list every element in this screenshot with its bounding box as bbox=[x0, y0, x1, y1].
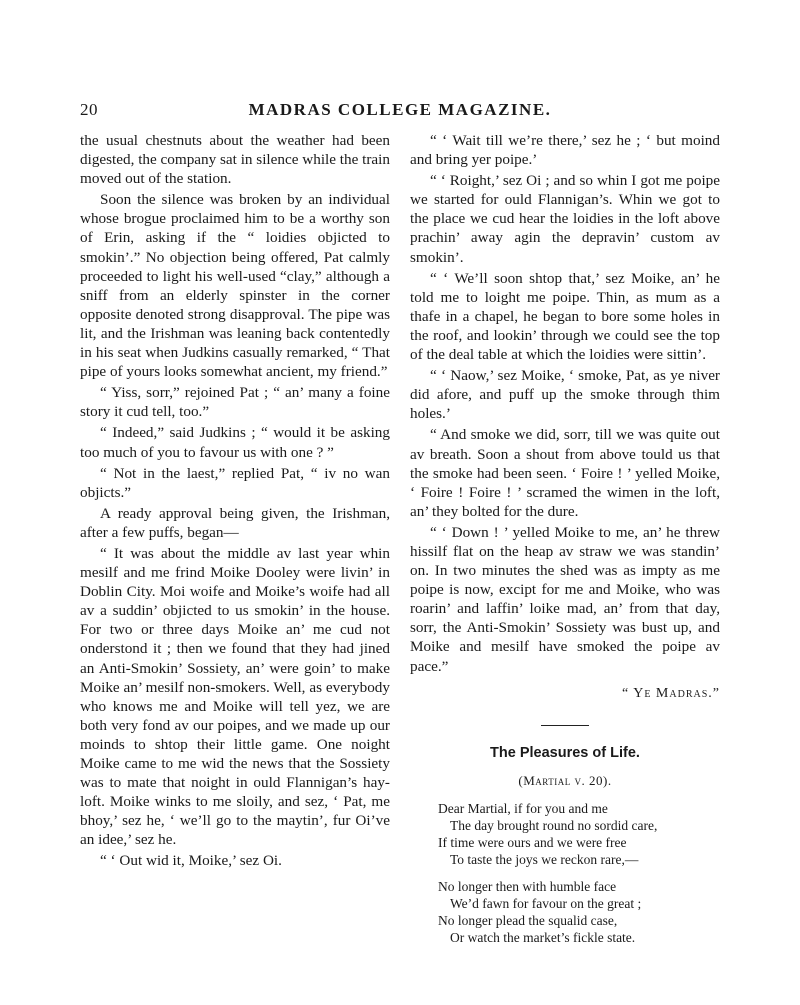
left-column bbox=[80, 131, 390, 873]
paragraph: “ And smoke we did, sorr, till we was quite out av breath. Soon a shout from above tould us that the smoke had been seen. ‘ Foire ! ’ yelled Moike, ‘ Foire ! Foire ! ’ scramed the wimen in the loft, an’ they bolted for the dure. bbox=[410, 426, 720, 520]
paragraph: the usual chestnuts about the weather had been digested, the company sat in silence while the train moved out of the station. bbox=[80, 132, 390, 188]
poem-line: No longer then with humble face bbox=[438, 878, 617, 894]
poem-line: If time were ours and we were free bbox=[438, 834, 627, 850]
paragraph: “ ‘ Wait till we’re there,’ sez he ; ‘ but moind and bring yer poipe.’ bbox=[410, 132, 720, 169]
running-head-title: MADRAS COLLEGE MAGAZINE. bbox=[248, 100, 552, 119]
paragraph: “ Yiss, sorr,” rejoined Pat ; “ an’ many a foine story it cud tell, too.” bbox=[80, 384, 390, 421]
poem-subtitle: (Martial v. 20). bbox=[518, 772, 612, 788]
poem-line: The day brought round no sordid care, bbox=[450, 817, 658, 833]
paragraph: “ It was about the middle av last year whin mesilf and me frind Moike Dooley were livin’ in Doblin City. Moi woife and Moike’s woife had all av a suddin’ objicted to us smokin’ in the house. For two or three days Moike an’ me cud not onderstond it ; then we found that they had jined an Anti-Smokin’ Sossiety, an’ were goin’ to make Moike an’ mesilf non-smokers. Well, as everybody who knows me and Moike will tell yez, we are both very fond av our poipes, and we made up our moinds to shtop their little game. One noight Moike came to me wid the news that the Sossiety was to mate that noight in ould Flannigan’s hay-loft. Moike winks to me sloily, and sez, ‘ Pat, me bhoy,’ sez he, ‘ we’ll go to the maytin’, fur Oi’ve an idee,’ sez he. bbox=[80, 544, 390, 849]
right-column bbox=[410, 131, 720, 956]
poem-line: We’d fawn for favour on the great ; bbox=[450, 895, 642, 911]
paragraph: “ ‘ Naow,’ sez Moike, ‘ smoke, Pat, as ye niver did afore, and puff up the smoke through thim holes.’ bbox=[410, 367, 720, 423]
page-number: 20 bbox=[80, 100, 98, 119]
poem-line: Or watch the market’s fickle state. bbox=[450, 929, 636, 945]
author-signature: “ Ye Madras.” bbox=[622, 685, 720, 701]
paragraph: “ ‘ Out wid it, Moike,’ sez Oi. bbox=[100, 852, 282, 870]
poem-line: No longer plead the squalid case, bbox=[438, 912, 618, 928]
poem-stanza bbox=[410, 878, 720, 946]
paragraph: “ ‘ Roight,’ sez Oi ; and so whin I got me poipe we started for ould Flannigan’s. Whin we got to the place we cud hear the loidies in the loft above prachin’ away agin the depravin’ custom av smokin’. bbox=[410, 172, 720, 266]
section-divider bbox=[541, 725, 589, 726]
page-header bbox=[80, 100, 720, 122]
poem-line: Dear Martial, if for you and me bbox=[438, 800, 608, 816]
paragraph: “ ‘ We’ll soon shtop that,’ sez Moike, an’ he told me to loight me poipe. Thin, as mum as a thafe in a chapel, he began to bore some holes in the roof, and lookin’ through we could see the top of the deal table at which the loidies were sittin’. bbox=[410, 269, 720, 364]
poem-line: To taste the joys we reckon rare,— bbox=[450, 851, 639, 867]
poem-stanza bbox=[410, 800, 720, 868]
paragraph: “ Not in the laest,” replied Pat, “ iv no wan objicts.” bbox=[80, 464, 390, 501]
paragraph: “ ‘ Down ! ’ yelled Moike to me, an’ he threw hissilf flat on the heap av straw we was standin’ on. In two minutes the shed was as impty as me poipe is now, excipt for me and Moike, who was roarin’ and laffin’ loike mad, an’ from that day, sorr, the Anti-Smokin’ Sossiety was bust up, and Moike and mesilf have smoked the poipe av pace.” bbox=[410, 523, 720, 675]
paragraph: “ Indeed,” said Judkins ; “ would it be asking too much of you to favour us with one ? ” bbox=[80, 424, 390, 461]
paragraph: Soon the silence was broken by an individual whose brogue proclaimed him to be a worthy son of Erin, asking if the “ loidies objicted to smokin’.” No objection being offered, Pat calmly proceeded to light his well-used “clay,” although a sniff from an elderly spinster in the corner opposite denoted strong disapproval. The pipe was lit, and the Irishman was leaning back contentedly in his seat when Judkins casually remarked, “ That pipe of yours looks somewhat ancient, my friend.” bbox=[80, 191, 390, 381]
paragraph: A ready approval being given, the Irishman, after a few puffs, began— bbox=[80, 504, 390, 541]
poem-title: The Pleasures of Life. bbox=[490, 744, 640, 761]
